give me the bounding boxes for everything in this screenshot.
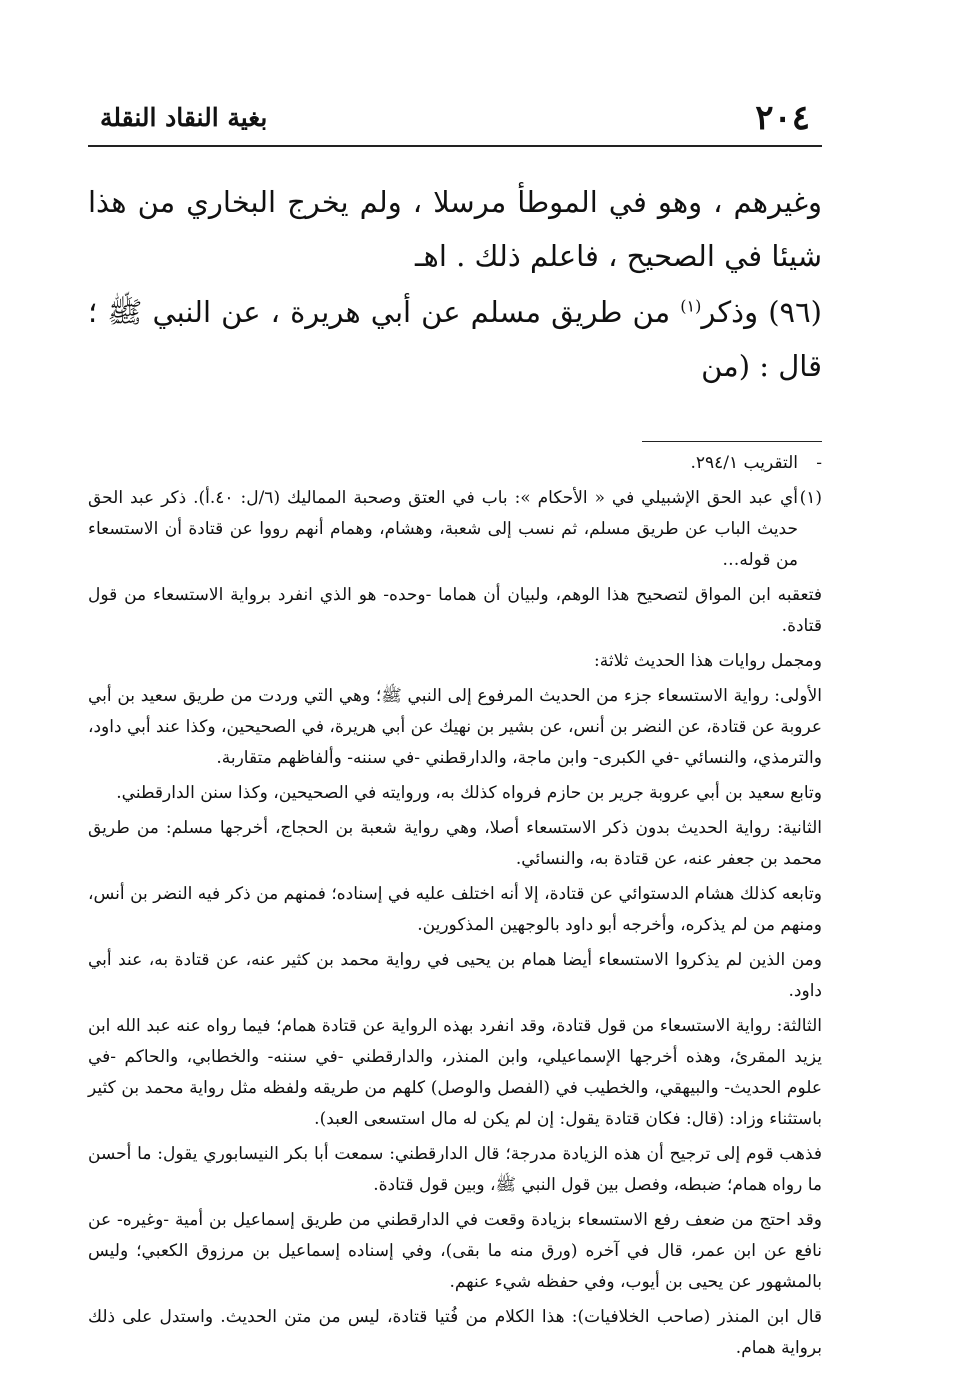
- footnote-paragraph: وتابع سعيد بن أبي عروبة جرير بن حازم فرواه كذلك به، وروايته في الصحيحين، وكذا سنن الدارقطني.: [116, 783, 822, 803]
- footnote-reference: (١): [680, 296, 702, 316]
- header-rule: [88, 145, 822, 147]
- footnote-paragraph: الأولى: رواية الاستسعاء جزء من الحديث المرفوع إلى النبي ﷺ؛ وهي التي وردت من طريق سعيد بن أبي عروبة عن قتادة، عن النضر بن أنس، عن بشير بن نهيك عن أبي هريرة، في الصحيحين، وكذا عند أبي داود، والترمذي، والنسائي -في الكبرى- وابن ماجة، والدارقطني -في سننه- وألفاظهم متقاربة.: [88, 686, 822, 768]
- footnote-1: [88, 483, 822, 576]
- page: [88, 95, 822, 1368]
- main-paragraph: وغيرهم ، وهو في الموطأ مرسلا ، ولم يخرج البخاري من هذا شيئا في الصحيح ، فاعلم ذلك . اهـ: [88, 185, 822, 273]
- footnotes: [88, 448, 822, 1364]
- footnote-paragraph: ومن الذين لم يذكروا الاستسعاء أيضا همام بن يحيى في رواية محمد بن كثير عنه، عن قتادة به، عند أبي داود.: [88, 950, 822, 1001]
- footnote-dash-marker: -: [816, 453, 822, 473]
- footnote-paragraph: الثانية: رواية الحديث بدون ذكر الاستسعاء أصلا، وهي رواية شعبة بن الحجاج، أخرجها مسلم: من طريق محمد بن جعفر عنه، عن قتادة به، والنسائي.: [88, 818, 822, 869]
- footnote-paragraph: فذهب قوم إلى ترجيح أن هذه الزيادة مدرجة؛ قال الدارقطني: سمعت أبا بكر النيسابوري يقول: ما أحسن ما رواه همام؛ ضبطه، وفصل بين قول النبي ﷺ، وبين قول قتادة.: [88, 1144, 822, 1195]
- footnote-1-marker: (١): [799, 488, 822, 508]
- footnote-dash-text: التقريب ٢٩٤/١.: [690, 453, 798, 473]
- footnote-paragraph: فتعقبه ابن المواق لتصحيح هذا الوهم، ولبيان أن هماما -وحده- هو الذي انفرد برواية الاستسعاء من قول قتادة.: [88, 585, 822, 636]
- footnote-paragraph: وتابعه كذلك هشام الدستوائي عن قتادة، إلا أنه اختلف عليه في إسناده؛ فمنهم من ذكر فيه النضر بن أنس، ومنهم من لم يذكره، وأخرجه أبو داود بالوجهين المذكورين.: [88, 884, 822, 935]
- hadith-text-start: (٩٦) وذكر: [701, 295, 822, 329]
- main-text: [88, 175, 822, 393]
- hadith-paragraph: [88, 285, 822, 393]
- footnote-paragraph: الثالثة: رواية الاستسعاء من قول قتادة، وقد انفرد بهذه الرواية عن قتادة همام؛ فيما رواه عنه عبد الله ابن يزيد المقرئ، وهذه أخرجها الإسماعيلي، وابن المنذر، والدارقطني -في سننه- والخطابي، والحاكم -في علوم الحديث- والبيهقي، والخطيب في (الفصل والوصل) كلهم من طريقه ولفظه مثل رواية محمد بن كثير باستثناء وزاد: (قال: فكان قتادة يقول: إن لم يكن له مال استسعى العبد).: [88, 1016, 822, 1129]
- page-number: ٢٠٤: [755, 98, 810, 138]
- footnote-paragraph: وقد احتج من ضعف رفع الاستسعاء بزيادة وقعت في الدارقطني من طريق إسماعيل بن أمية -وغيره- عن نافع عن ابن عمر، قال في آخره (ورق منه ما بقى)، وفي إسناده إسماعيل بن مرزوق الكعبي؛ وليس بالمشهور عن يحيى بن أيوب، وفي حفظه شيء عنهم.: [88, 1210, 822, 1292]
- footnote-paragraph: قال ابن المنذر (صاحب الخلافيات): هذا الكلام من فُتيا قتادة، ليس من متن الحديث. واستدل على ذلك برواية همام.: [88, 1307, 822, 1358]
- running-title: بغية النقاد النقلة: [100, 103, 268, 132]
- hadith-text-end: من طريق مسلم عن أبي هريرة ، عن النبي ﷺ ؛ قال : (من: [88, 295, 822, 383]
- footnote-1-text: أي عبد الحق الإشبيلي في « الأحكام »: باب في العتق وصحبة المماليك (٦/ل: ٤٠.أ). ذكر عبد الحق حديث الباب عن طريق مسلم، ثم نسب إلى شعبة، وهشام، وهمام أنهم رووا عن قتادة أن الاستسعاء من قوله…: [88, 488, 798, 570]
- footnote-paragraph: ومجمل روايات هذا الحديث ثلاثة:: [594, 651, 822, 671]
- footnote-dash: [88, 448, 822, 479]
- footnote-separator: [642, 441, 822, 442]
- page-header: [88, 95, 822, 141]
